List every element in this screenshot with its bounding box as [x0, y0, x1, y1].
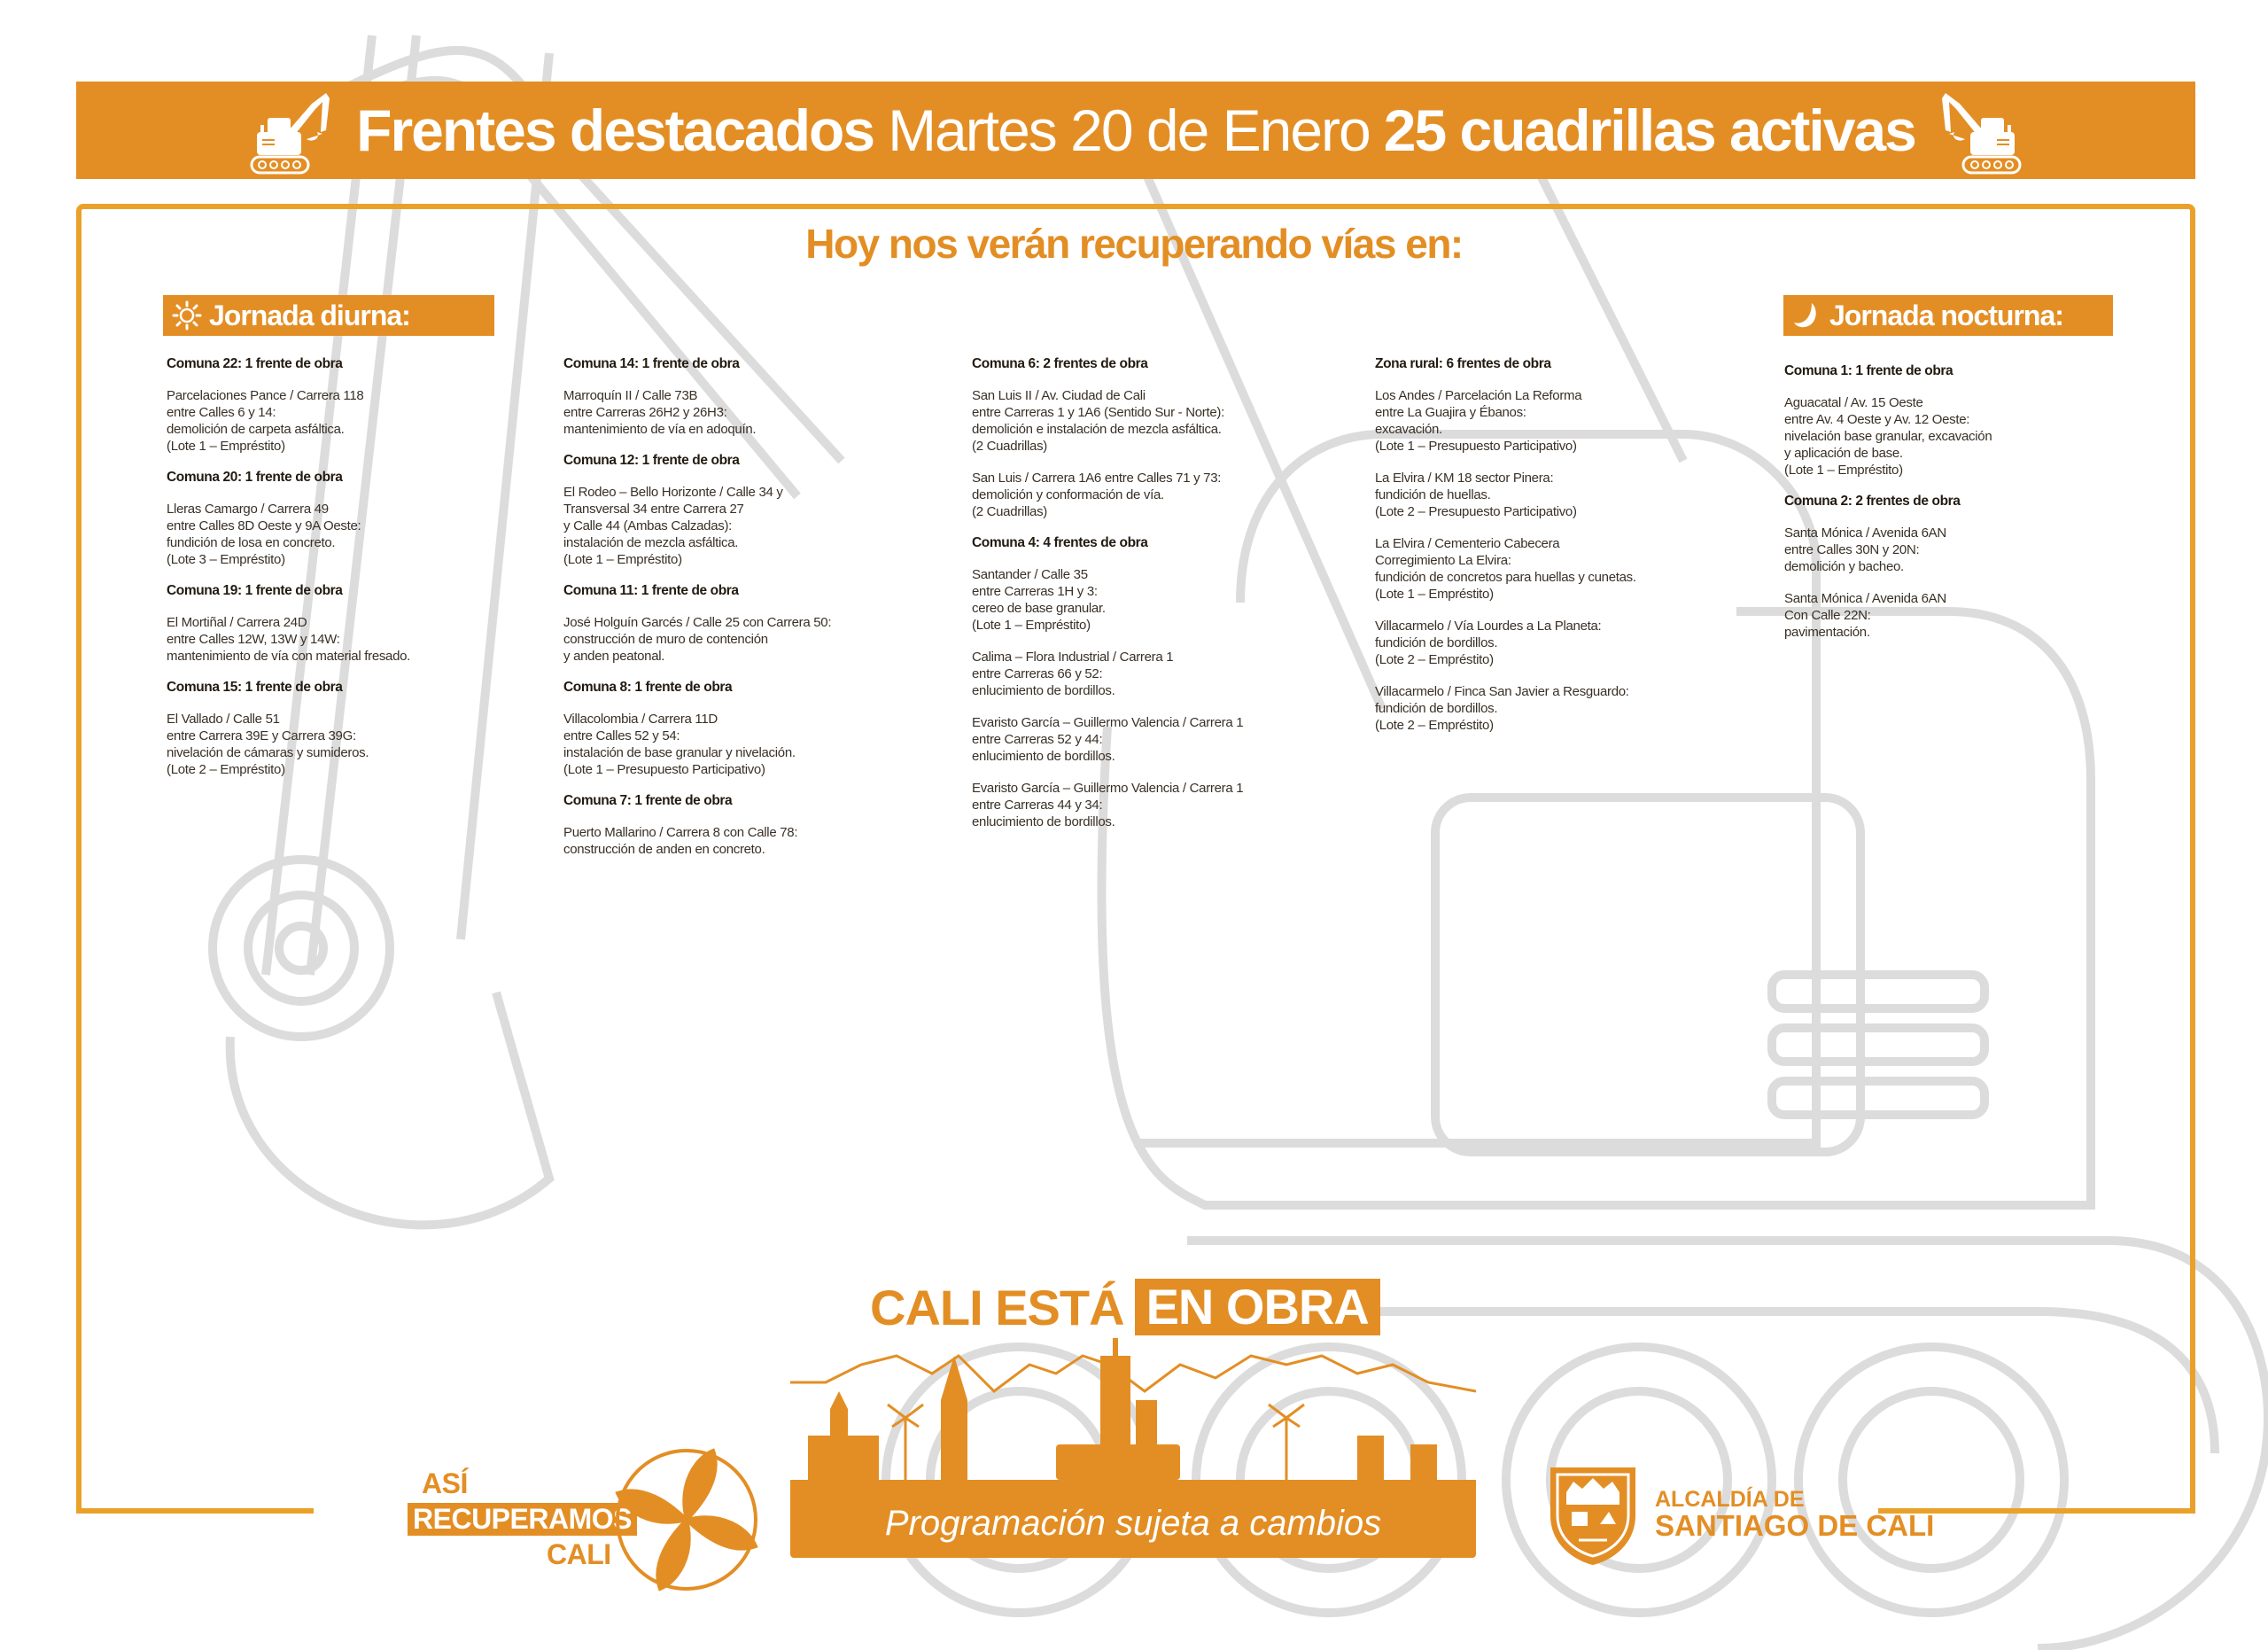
entry-funding: (Lote 2 – Empréstito)	[1375, 718, 1494, 733]
work-front-entry	[563, 824, 944, 858]
group-title: Comuna 11: 1 frente de obra	[563, 583, 739, 598]
cali-obra-boxed: EN OBRA	[1135, 1279, 1380, 1335]
entry-location: San Luis II / Av. Ciudad de Cali	[972, 388, 1146, 403]
day-column-3	[972, 356, 1353, 845]
work-front-entry	[563, 484, 944, 568]
entry-location: Los Andes / Parcelación La Reforma	[1375, 388, 1582, 403]
alcaldia-line-1: ALCALDÍA DE	[1655, 1486, 1805, 1512]
alcaldia-line-2: SANTIAGO DE CALI	[1655, 1508, 1935, 1542]
work-front-entry	[1375, 470, 1756, 520]
entry-task: mantenimiento de vía en adoquín.	[563, 422, 757, 437]
work-front-entry	[563, 387, 944, 438]
entry-location: Villacolombia / Carrera 11D	[563, 712, 718, 727]
entry-funding: (Lote 1 – Empréstito)	[167, 439, 285, 454]
entry-location: La Elvira / KM 18 sector Pinera:	[1375, 471, 1554, 486]
entry-range: entre Carreras 52 y 44:	[972, 732, 1103, 747]
entry-location: Evaristo García – Guillermo Valencia / Carrera 1	[972, 715, 1244, 730]
work-front-entry	[972, 780, 1353, 830]
rural-zone-group	[1375, 356, 1756, 734]
entry-task: construcción de muro de contención	[563, 632, 768, 647]
schedule-disclaimer-banner: Programación sujeta a cambios	[790, 1489, 1476, 1558]
entry-task: y aplicación de base.	[1784, 446, 1903, 461]
group-title: Comuna 7: 1 frente de obra	[563, 793, 733, 808]
header-title	[356, 97, 1915, 164]
entry-funding: (Lote 1 – Empréstito)	[972, 618, 1091, 633]
comuna-group	[972, 535, 1353, 830]
work-front-entry	[1784, 394, 2165, 479]
entry-location: Aguacatal / Av. 15 Oeste	[1784, 395, 1923, 410]
entry-range: entre Carrera 39E y Carrera 39G:	[167, 728, 356, 743]
comuna-group	[563, 453, 944, 568]
work-front-entry	[167, 711, 548, 778]
entry-location: Villacarmelo / Finca San Javier a Resguardo:	[1375, 684, 1629, 699]
entry-task: excavación.	[1375, 422, 1442, 437]
entry-funding: (Lote 2 – Empréstito)	[167, 762, 285, 777]
entry-location: Parcelaciones Pance / Carrera 118	[167, 388, 364, 403]
entry-range: entre La Guajira y Ébanos:	[1375, 405, 1526, 420]
entry-funding: (Lote 3 – Empréstito)	[167, 552, 285, 567]
entry-task: enlucimiento de bordillos.	[972, 749, 1115, 764]
work-front-entry	[1784, 525, 2165, 575]
page-subtitle: Hoy nos verán recuperando vías en:	[805, 221, 1463, 267]
entry-task: fundición de concretos para huellas y cunetas.	[1375, 570, 1636, 585]
entry-task: demolición e instalación de mezcla asfáltica.	[972, 422, 1222, 437]
entry-location: El Mortiñal / Carrera 24D	[167, 615, 307, 630]
asi-recuperamos-cali-logo	[408, 1444, 762, 1595]
entry-range: Transversal 34 entre Carrera 27	[563, 502, 744, 517]
comuna-group	[563, 583, 944, 665]
entry-location: El Rodeo – Bello Horizonte / Calle 34 y	[563, 485, 783, 500]
cali-esta-en-obra-logo	[870, 1276, 1380, 1338]
work-front-entry	[972, 470, 1353, 520]
entry-location: Puerto Mallarino / Carrera 8 con Calle 78:	[563, 825, 798, 840]
work-front-entry	[972, 566, 1353, 634]
work-front-entry	[563, 711, 944, 778]
work-front-entry	[1375, 618, 1756, 668]
day-shift-label: Jornada diurna:	[209, 299, 410, 331]
group-title: Comuna 12: 1 frente de obra	[563, 453, 740, 468]
group-title: Comuna 14: 1 frente de obra	[563, 356, 740, 371]
entry-task: fundición de bordillos.	[1375, 635, 1498, 650]
entry-task: fundición de huellas.	[1375, 487, 1491, 502]
group-title: Zona rural: 6 frentes de obra	[1375, 356, 1551, 371]
day-column-4	[1375, 356, 1756, 749]
day-column-1	[167, 356, 548, 793]
comuna-group	[167, 470, 548, 568]
group-title: Comuna 22: 1 frente de obra	[167, 356, 343, 371]
entry-range: Con Calle 22N:	[1784, 608, 1871, 623]
entry-location: Santa Mónica / Avenida 6AN	[1784, 525, 1946, 541]
entry-range: entre Calles 8D Oeste y 9A Oeste:	[167, 518, 361, 533]
frame-divider	[76, 1508, 314, 1514]
alcaldia-name	[1655, 1488, 1934, 1542]
entry-range: entre Carreras 1 y 1A6 (Sentido Sur - Norte):	[972, 405, 1224, 420]
work-front-entry	[1784, 590, 2165, 641]
comuna-group	[1784, 494, 2165, 641]
group-title: Comuna 1: 1 frente de obra	[1784, 363, 1953, 378]
entry-task: mantenimiento de vía con material fresado.	[167, 649, 411, 664]
group-title: Comuna 19: 1 frente de obra	[167, 583, 343, 598]
entry-range: entre Carreras 26H2 y 26H3:	[563, 405, 727, 420]
entry-task: nivelación de cámaras y sumideros.	[167, 745, 369, 760]
excavator-icon	[241, 86, 340, 175]
entry-task: instalación de base granular y nivelación.	[563, 745, 796, 760]
entry-funding: (Lote 2 – Empréstito)	[1375, 652, 1494, 667]
entry-location: La Elvira / Cementerio Cabecera	[1375, 536, 1560, 551]
cali-skyline-illustration	[790, 1338, 1476, 1498]
entry-task: enlucimiento de bordillos.	[972, 814, 1115, 829]
entry-task: demolición y conformación de vía.	[972, 487, 1164, 502]
entry-range: entre Carreras 44 y 34:	[972, 798, 1103, 813]
work-front-entry	[972, 714, 1353, 765]
entry-funding: (Lote 1 – Presupuesto Participativo)	[563, 762, 765, 777]
comuna-group	[972, 356, 1353, 520]
entry-task: cereo de base granular.	[972, 601, 1106, 616]
entry-funding: (Lote 1 – Empréstito)	[1375, 587, 1494, 602]
asi-text: ASÍ	[422, 1467, 468, 1499]
entry-task: construcción de anden en concreto.	[563, 842, 765, 857]
group-title: Comuna 8: 1 frente de obra	[563, 680, 733, 695]
work-front-entry	[167, 501, 548, 568]
work-front-entry	[972, 387, 1353, 455]
group-title: Comuna 15: 1 frente de obra	[167, 680, 343, 695]
comuna-group	[167, 680, 548, 778]
night-shift-label: Jornada nocturna:	[1829, 299, 2063, 331]
work-front-entry	[563, 614, 944, 665]
entry-funding: (Lote 1 – Empréstito)	[563, 552, 682, 567]
entry-funding: (Lote 1 – Presupuesto Participativo)	[1375, 439, 1577, 454]
entry-range: Corregimiento La Elvira:	[1375, 553, 1511, 568]
entry-task: demolición y bacheo.	[1784, 559, 1904, 574]
header-banner	[76, 82, 2195, 179]
group-title: Comuna 6: 2 frentes de obra	[972, 356, 1148, 371]
recuperamos-text: RECUPERAMOS	[408, 1503, 637, 1536]
night-shift-badge	[1783, 295, 2113, 336]
header-crews-count: 25 cuadrillas activas	[1383, 97, 1915, 163]
night-column	[1784, 363, 2165, 656]
day-column-2	[563, 356, 944, 873]
comuna-group	[1784, 363, 2165, 479]
entry-location: El Vallado / Calle 51	[167, 712, 280, 727]
entry-crews: (2 Cuadrillas)	[972, 504, 1047, 519]
work-front-entry	[1375, 387, 1756, 455]
entry-location: José Holguín Garcés / Calle 25 con Carrera 50:	[563, 615, 832, 630]
entry-task: instalación de mezcla asfáltica.	[563, 535, 739, 550]
entry-location: Evaristo García – Guillermo Valencia / Carrera 1	[972, 781, 1244, 796]
entry-location: San Luis / Carrera 1A6 entre Calles 71 y 73:	[972, 471, 1222, 486]
day-shift-badge	[163, 295, 494, 336]
entry-location: Santa Mónica / Avenida 6AN	[1784, 591, 1946, 606]
entry-task: fundición de losa en concreto.	[167, 535, 336, 550]
work-front-entry	[1375, 683, 1756, 734]
entry-location: Calima – Flora Industrial / Carrera 1	[972, 650, 1174, 665]
entry-range: entre Carreras 1H y 3:	[972, 584, 1098, 599]
entry-location: Marroquín II / Calle 73B	[563, 388, 698, 403]
entry-range: entre Calles 52 y 54:	[563, 728, 680, 743]
entry-location: Santander / Calle 35	[972, 567, 1088, 582]
header-title-main: Frentes destacados	[356, 97, 874, 163]
comuna-group	[563, 793, 944, 858]
comuna-group	[563, 680, 944, 778]
entry-location: Villacarmelo / Vía Lourdes a La Planeta:	[1375, 619, 1602, 634]
flower-pinwheel-icon	[611, 1444, 762, 1595]
group-title: Comuna 20: 1 frente de obra	[167, 470, 343, 485]
header-date: Martes 20 de Enero	[888, 97, 1370, 163]
cali-text: CALI	[547, 1538, 611, 1570]
work-front-entry	[972, 649, 1353, 699]
cali-obra-plain: CALI ESTÁ	[870, 1279, 1124, 1335]
moon-icon	[1792, 300, 1822, 331]
entry-task: demolición de carpeta asfáltica.	[167, 422, 345, 437]
entry-task: pavimentación.	[1784, 625, 1870, 640]
comuna-group	[167, 583, 548, 665]
entry-location: Lleras Camargo / Carrera 49	[167, 502, 329, 517]
entry-range: entre Calles 6 y 14:	[167, 405, 276, 420]
sun-icon	[172, 300, 202, 331]
entry-range: entre Calles 30N y 20N:	[1784, 542, 1920, 557]
entry-task: y anden peatonal.	[563, 649, 665, 664]
entry-task: enlucimiento de bordillos.	[972, 683, 1115, 698]
entry-range: entre Carreras 66 y 52:	[972, 666, 1103, 681]
entry-funding: (Lote 1 – Empréstito)	[1784, 463, 1903, 478]
entry-funding: (Lote 2 – Presupuesto Participativo)	[1375, 504, 1577, 519]
work-front-entry	[1375, 535, 1756, 603]
work-front-entry	[167, 614, 548, 665]
group-title: Comuna 2: 2 frentes de obra	[1784, 494, 1961, 509]
entry-range: entre Calles 12W, 13W y 14W:	[167, 632, 340, 647]
entry-task: fundición de bordillos.	[1375, 701, 1498, 716]
alcaldia-cali-logo	[1547, 1462, 1934, 1567]
entry-range: entre Av. 4 Oeste y Av. 12 Oeste:	[1784, 412, 1970, 427]
comuna-group	[563, 356, 944, 438]
entry-crews: (2 Cuadrillas)	[972, 439, 1047, 454]
entry-range: y Calle 44 (Ambas Calzadas):	[563, 518, 733, 533]
coat-of-arms-icon	[1547, 1462, 1639, 1567]
comuna-group	[167, 356, 548, 455]
excavator-icon	[1931, 86, 2031, 175]
work-front-entry	[167, 387, 548, 455]
group-title: Comuna 4: 4 frentes de obra	[972, 535, 1148, 550]
entry-task: nivelación base granular, excavación	[1784, 429, 1992, 444]
